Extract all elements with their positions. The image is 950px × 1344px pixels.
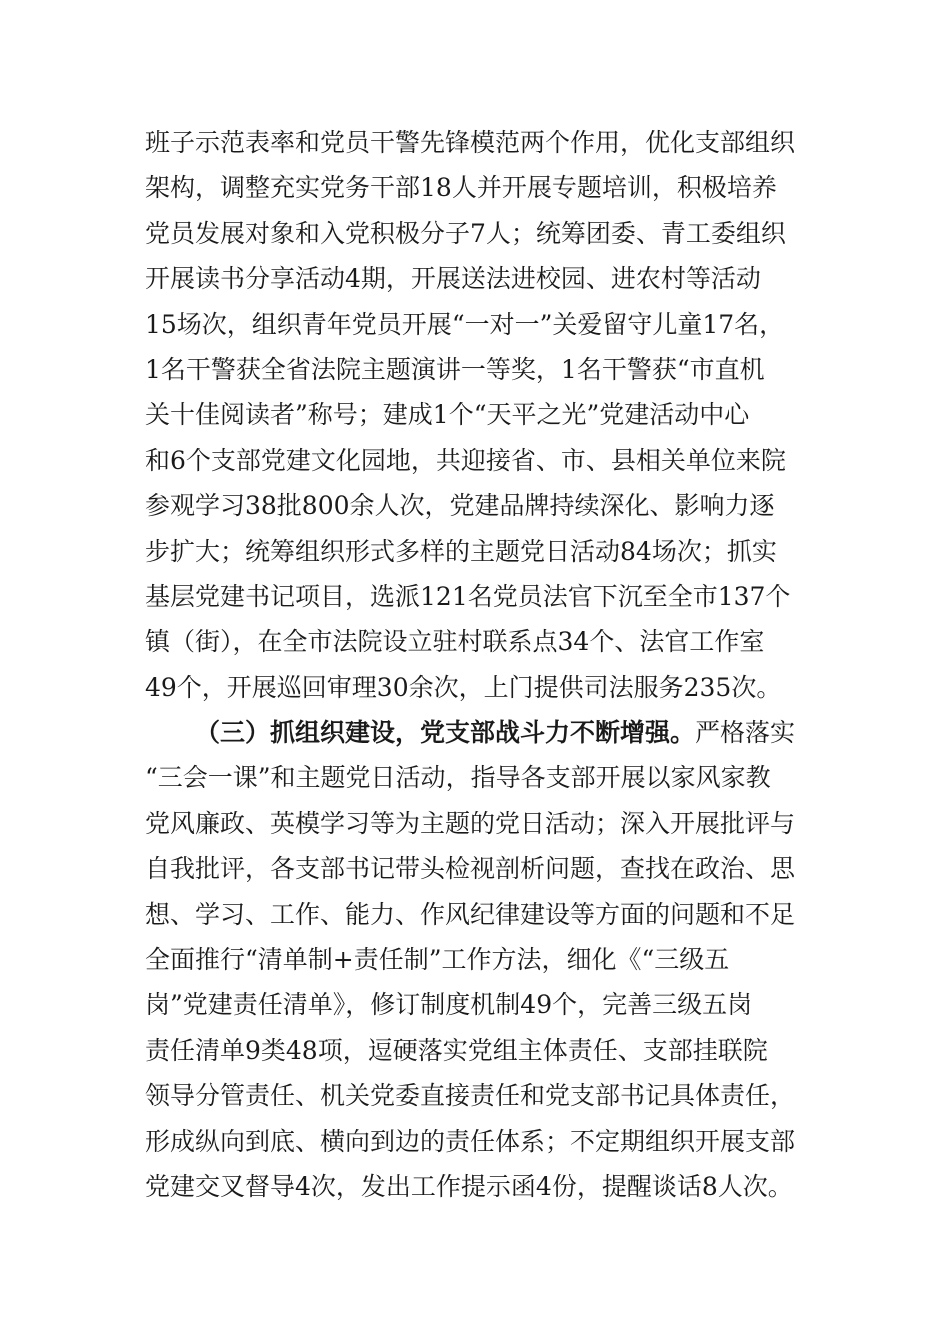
text-line: 参观学习38批800余人次，党建品牌持续深化、影响力逐 xyxy=(145,491,775,521)
text-line: 想、学习、工作、能力、作风纪律建设等方面的问题和不足 xyxy=(145,899,796,929)
text-line: 15场次，组织青年党员开展“一对一”关爱留守儿童17名， xyxy=(145,309,785,339)
text-line: 责任清单9类48项，逗硬落实党组主体责任、支部挂联院 xyxy=(145,1035,768,1065)
text-line: 党建交叉督导4次，发出工作提示函4份，提醒谈话8人次。 xyxy=(145,1171,793,1201)
text-line: 和6个支部党建文化园地，共迎接省、市、县相关单位来院 xyxy=(145,445,786,475)
text-line: 岗”党建责任清单》，修订制度机制49个，完善三级五岗 xyxy=(145,990,753,1020)
text-line: 关十佳阅读者”称号；建成1个“天平之光”党建活动中心 xyxy=(145,400,750,430)
text-line: 形成纵向到底、横向到边的责任体系；不定期组织开展支部 xyxy=(145,1126,796,1156)
text-line: 班子示范表率和党员干警先锋模范两个作用，优化支部组织 xyxy=(145,128,796,157)
text-line: 领导分管责任、机关党委直接责任和党支部书记具体责任， xyxy=(145,1081,796,1111)
text-line: 1名干警获全省法院主题演讲一等奖，1名干警获“市直机 xyxy=(145,354,765,384)
text-line: 自我批评，各支部书记带头检视剖析问题，查找在政治、思 xyxy=(145,854,796,884)
text-line: 党员发展对象和入党积极分子7人；统筹团委、青工委组织 xyxy=(145,218,786,248)
section-text: 严格落实 xyxy=(695,718,796,748)
text-line: 党风廉政、英模学习等为主题的党日活动；深入开展批评与 xyxy=(145,808,796,838)
text-line: 开展读书分享活动4期，开展送法进校园、进农村等活动 xyxy=(145,264,761,294)
text-line: “三会一课”和主题党日活动，指导各支部开展以家风家教 xyxy=(145,763,771,793)
text-line: 基层党建书记项目，选派121名党员法官下沉至全市137个 xyxy=(145,581,791,611)
text-line: 架构，调整充实党务干部18人并开展专题培训，积极培养 xyxy=(145,173,777,203)
text-line: 49个，开展巡回审理30余次，上门提供司法服务235次。 xyxy=(145,672,782,702)
body-text xyxy=(145,120,835,1209)
section-heading-line xyxy=(145,710,835,755)
section-heading: （三）抓组织建设，党支部战斗力不断增强。 xyxy=(195,718,696,748)
text-line: 镇（街），在全市法院设立驻村联系点34个、法官工作室 xyxy=(145,627,765,657)
text-line: 步扩大；统筹组织形式多样的主题党日活动84场次；抓实 xyxy=(145,536,777,566)
text-line: 全面推行“清单制+责任制”工作方法，细化《“三级五 xyxy=(145,945,730,975)
